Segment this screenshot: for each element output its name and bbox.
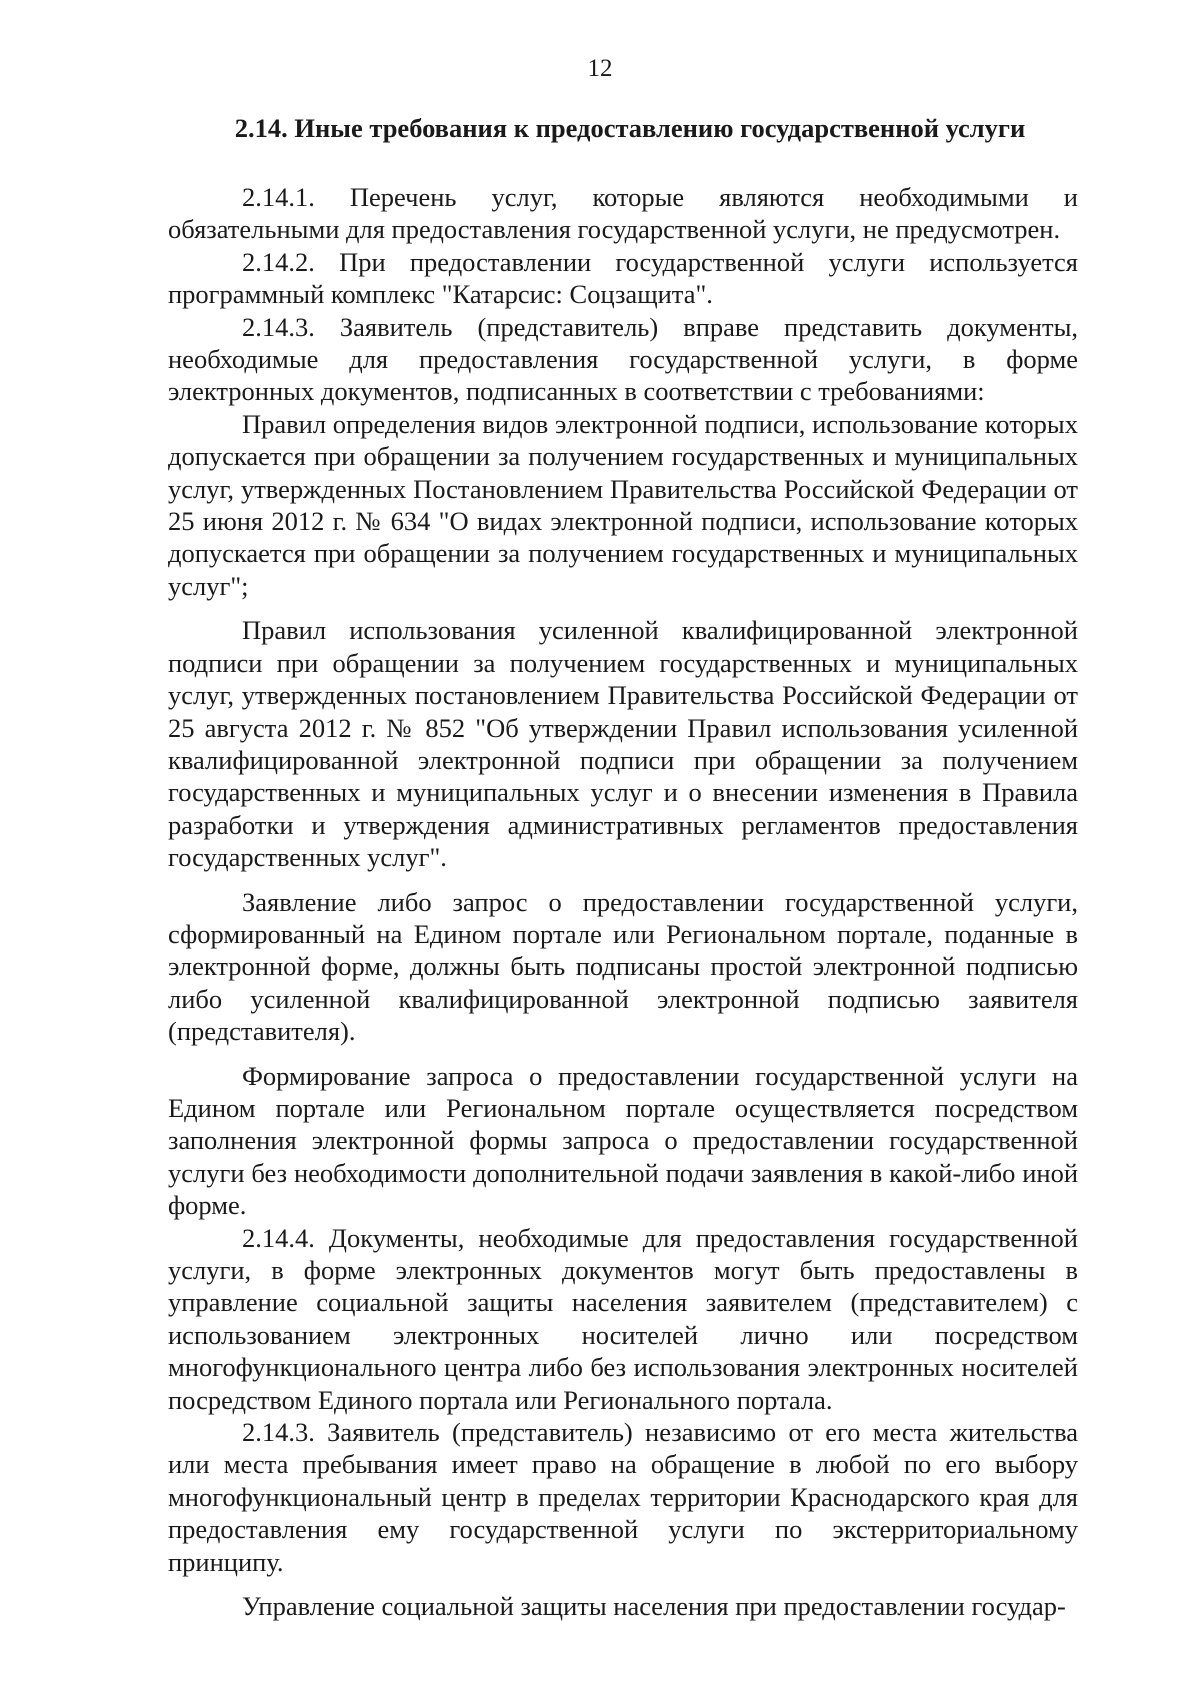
paragraph-2-14-2: 2.14.2. При предоставлении государственной услуги используется программный комплекс "Катарсис: Соцзащита". xyxy=(168,246,1078,310)
paragraph-2-14-3-extraterritorial: 2.14.3. Заявитель (представитель) независимо от его места жительства или места пребывания имеет право на обращение в любой по его выбору многофункциональный центр в пределах территории Краснодарского края для предоставления ему государственной услуги по экстерриториальному принципу. xyxy=(168,1417,1078,1577)
paragraph-2-14-3: 2.14.3. Заявитель (представитель) вправе представить документы, необходимые для предоставления государственной услуги, в форме электронных документов, подписанных в соответствии с требованиями: xyxy=(168,311,1078,407)
paragraph-application-signature: Заявление либо запрос о предоставлении государственной услуги, сформированный на Едином портале или Региональном портале, поданные в электронной форме, должны быть подписаны простой электронной подписью либо усиленной квалифицированной электронной подписью заявителя (представителя). xyxy=(168,886,1078,1047)
page-number: 12 xyxy=(587,55,613,82)
paragraph-2-14-1: 2.14.1. Перечень услуг, которые являются необходимыми и обязательными для предоставления государственной услуги, не предусмотрен. xyxy=(168,182,1078,245)
section-heading: 2.14. Иные требования к предоставлению государственной услуги xyxy=(234,113,1026,143)
paragraph-2-14-4: 2.14.4. Документы, необходимые для предоставления государственной услуги, в форме электронных документов могут быть предоставлены в управление социальной защиты населения заявителем (представителем) с использованием электронных носителей лично или посредством многофункционального центра либо без использования электронных носителей посредством Единого портала или Регионального портала. xyxy=(168,1222,1078,1415)
paragraph-rules-634: Правил определения видов электронной подписи, использование которых допускается при обращении за получением государственных и муниципальных услуг, утвержденных Постановлением Правительства Российской Федерации от 25 июня 2012 г. № 634 "О видах электронной подписи, использование которых допускается при обращении за получением государственных и муниципальных услуг"; xyxy=(168,408,1078,601)
body-text xyxy=(168,181,1078,1622)
paragraph-rules-852: Правил использования усиленной квалифицированной электронной подписи при обращении за получением государственных и муниципальных услуг, утвержденных постановлением Правительства Российской Федерации от 25 августа 2012 г. № 852 "Об утверждении Правил использования усиленной квалифицированной электронной подписи при обращении за получением государственных и муниципальных услуг и о внесении изменения в Правила разработки и утверждения административных регламентов предоставления государственных услуг". xyxy=(168,615,1078,873)
paragraph-department-continued: Управление социальной защиты населения при предоставлении государ- xyxy=(242,1591,1066,1622)
paragraph-request-forming: Формирование запроса о предоставлении государственной услуги на Едином портале или Региональном портале осуществляется посредством заполнения электронной формы запроса о предоставлении государственной услуги без необходимости дополнительной подачи заявления в какой-либо иной форме. xyxy=(168,1060,1078,1221)
